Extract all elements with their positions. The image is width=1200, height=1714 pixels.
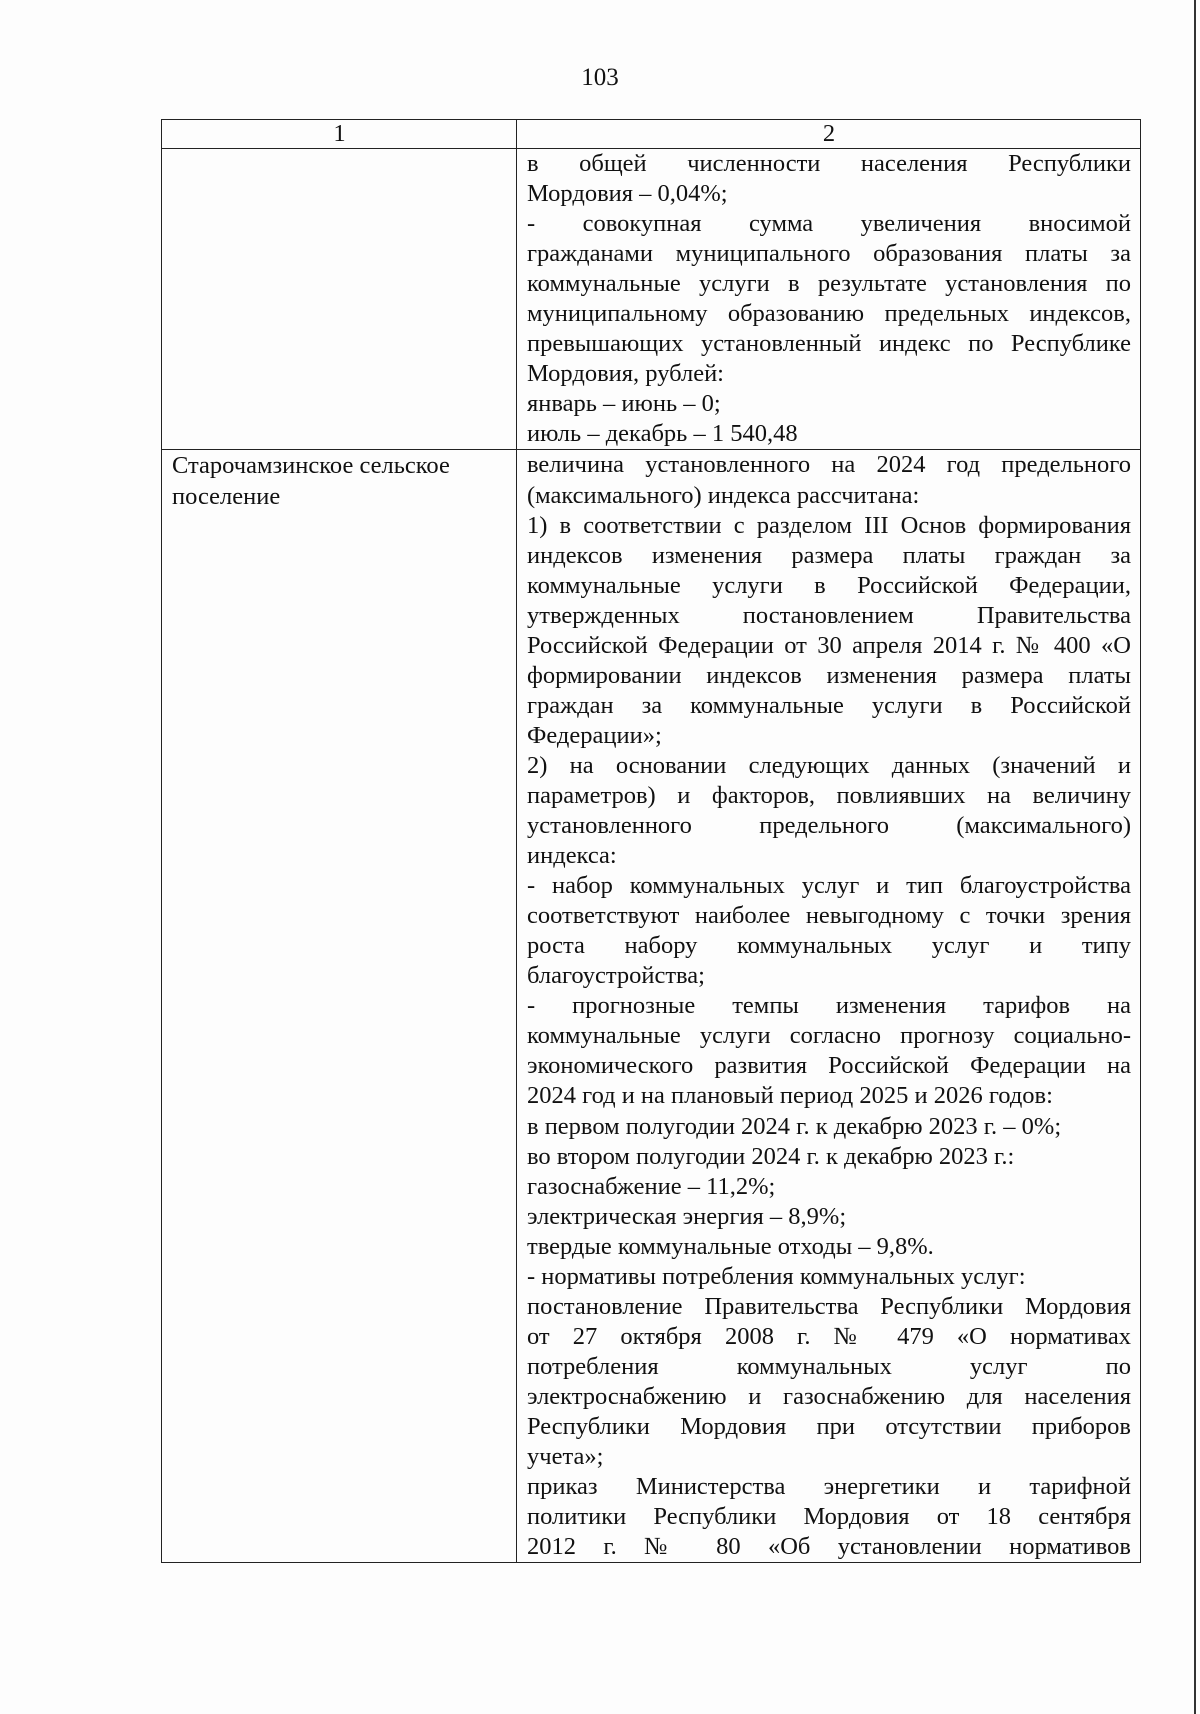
description-line: электрическая энергия – 8,9%; bbox=[527, 1202, 847, 1230]
description-line: твердые коммунальные отходы – 9,8%. bbox=[527, 1232, 934, 1260]
description-line: коммунальные услуги в Российской Федерации, bbox=[527, 571, 1131, 599]
description-line: граждан за коммунальные услуги в Российской bbox=[527, 691, 1131, 719]
description-line: Федерации»; bbox=[527, 721, 662, 749]
description-line: роста набору коммунальных услуг и типу bbox=[527, 932, 1131, 960]
description-line: (максимального) индекса рассчитана: bbox=[527, 481, 920, 509]
description-line: январь – июнь – 0; bbox=[527, 390, 721, 418]
description-line: превышающих установленный индекс по Республике bbox=[527, 330, 1131, 358]
description-line: индекса: bbox=[527, 842, 617, 870]
table-row bbox=[162, 450, 1141, 1563]
description-line: установленного предельного (максимального) bbox=[527, 812, 1131, 840]
description-line: Республики Мордовия при отсутствии приборов bbox=[527, 1412, 1131, 1440]
description-line: во втором полугодии 2024 г. к декабрю 2023 г.: bbox=[527, 1142, 1015, 1170]
description-line: утвержденных постановлением Правительства bbox=[527, 601, 1131, 629]
description-line: 1) в соответствии с разделом III Основ формирования bbox=[527, 511, 1131, 539]
description-line: июль – декабрь – 1 540,48 bbox=[527, 420, 798, 448]
description-cell bbox=[517, 149, 1141, 450]
description-line: потребления коммунальных услуг по bbox=[527, 1352, 1131, 1380]
description-line: газоснабжение – 11,2%; bbox=[527, 1172, 776, 1200]
description-line: учета»; bbox=[527, 1443, 604, 1471]
description-line: Российской Федерации от 30 апреля 2014 г. № 400 «О bbox=[527, 631, 1131, 659]
table-row bbox=[162, 149, 1141, 450]
description-line: - нормативы потребления коммунальных услуг: bbox=[527, 1262, 1026, 1290]
data-table bbox=[161, 119, 1141, 1563]
scan-edge-line bbox=[1194, 0, 1196, 1714]
entity-cell bbox=[162, 149, 517, 450]
description-line: формировании индексов изменения размера платы bbox=[527, 661, 1131, 689]
description-line: экономического развития Российской Федерации на bbox=[527, 1052, 1131, 1080]
entity-cell bbox=[162, 450, 517, 1563]
page-number: 103 bbox=[581, 64, 619, 91]
column-header-1: 1 bbox=[162, 120, 517, 149]
description-line: приказ Министерства энергетики и тарифной bbox=[527, 1473, 1131, 1501]
entity-name-line: поселение bbox=[172, 483, 281, 511]
entity-name-line: Старочамзинское сельское bbox=[172, 452, 450, 480]
description-line: муниципальному образованию предельных индексов, bbox=[527, 300, 1131, 328]
description-line: 2012 г. № 80 «Об установлении нормативов bbox=[527, 1533, 1131, 1561]
description-line: 2) на основании следующих данных (значений и bbox=[527, 751, 1131, 779]
description-line: постановление Правительства Республики Мордовия bbox=[527, 1292, 1131, 1320]
description-line: параметров) и факторов, повлиявших на величину bbox=[527, 781, 1131, 809]
description-line: Мордовия – 0,04%; bbox=[527, 180, 728, 208]
description-line: гражданами муниципального образования платы за bbox=[527, 240, 1131, 268]
description-line: - совокупная сумма увеличения вносимой bbox=[527, 210, 1131, 238]
description-line: в первом полугодии 2024 г. к декабрю 2023 г. – 0%; bbox=[527, 1112, 1062, 1140]
description-line: величина установленного на 2024 год предельного bbox=[527, 451, 1131, 479]
description-line: соответствуют наиболее невыгодному с точки зрения bbox=[527, 902, 1131, 930]
description-line: - прогнозные темпы изменения тарифов на bbox=[527, 992, 1131, 1020]
description-line: благоустройства; bbox=[527, 962, 705, 990]
description-line: Мордовия, рублей: bbox=[527, 360, 724, 388]
description-line: коммунальные услуги в результате установления по bbox=[527, 270, 1131, 298]
description-line: от 27 октября 2008 г. № 479 «О нормативах bbox=[527, 1322, 1131, 1350]
description-line: политики Республики Мордовия от 18 сентября bbox=[527, 1503, 1131, 1531]
description-line: - набор коммунальных услуг и тип благоустройства bbox=[527, 872, 1131, 900]
description-line: индексов изменения размера платы граждан за bbox=[527, 541, 1131, 569]
description-line: коммунальные услуги согласно прогнозу социально- bbox=[527, 1022, 1131, 1050]
description-line: в общей численности населения Республики bbox=[527, 150, 1131, 177]
description-line: 2024 год и на плановый период 2025 и 2026 годов: bbox=[527, 1082, 1053, 1110]
table-header-row bbox=[162, 120, 1141, 149]
description-cell bbox=[517, 450, 1141, 1563]
description-line: электроснабжению и газоснабжению для населения bbox=[527, 1382, 1131, 1410]
column-header-2: 2 bbox=[517, 120, 1141, 149]
